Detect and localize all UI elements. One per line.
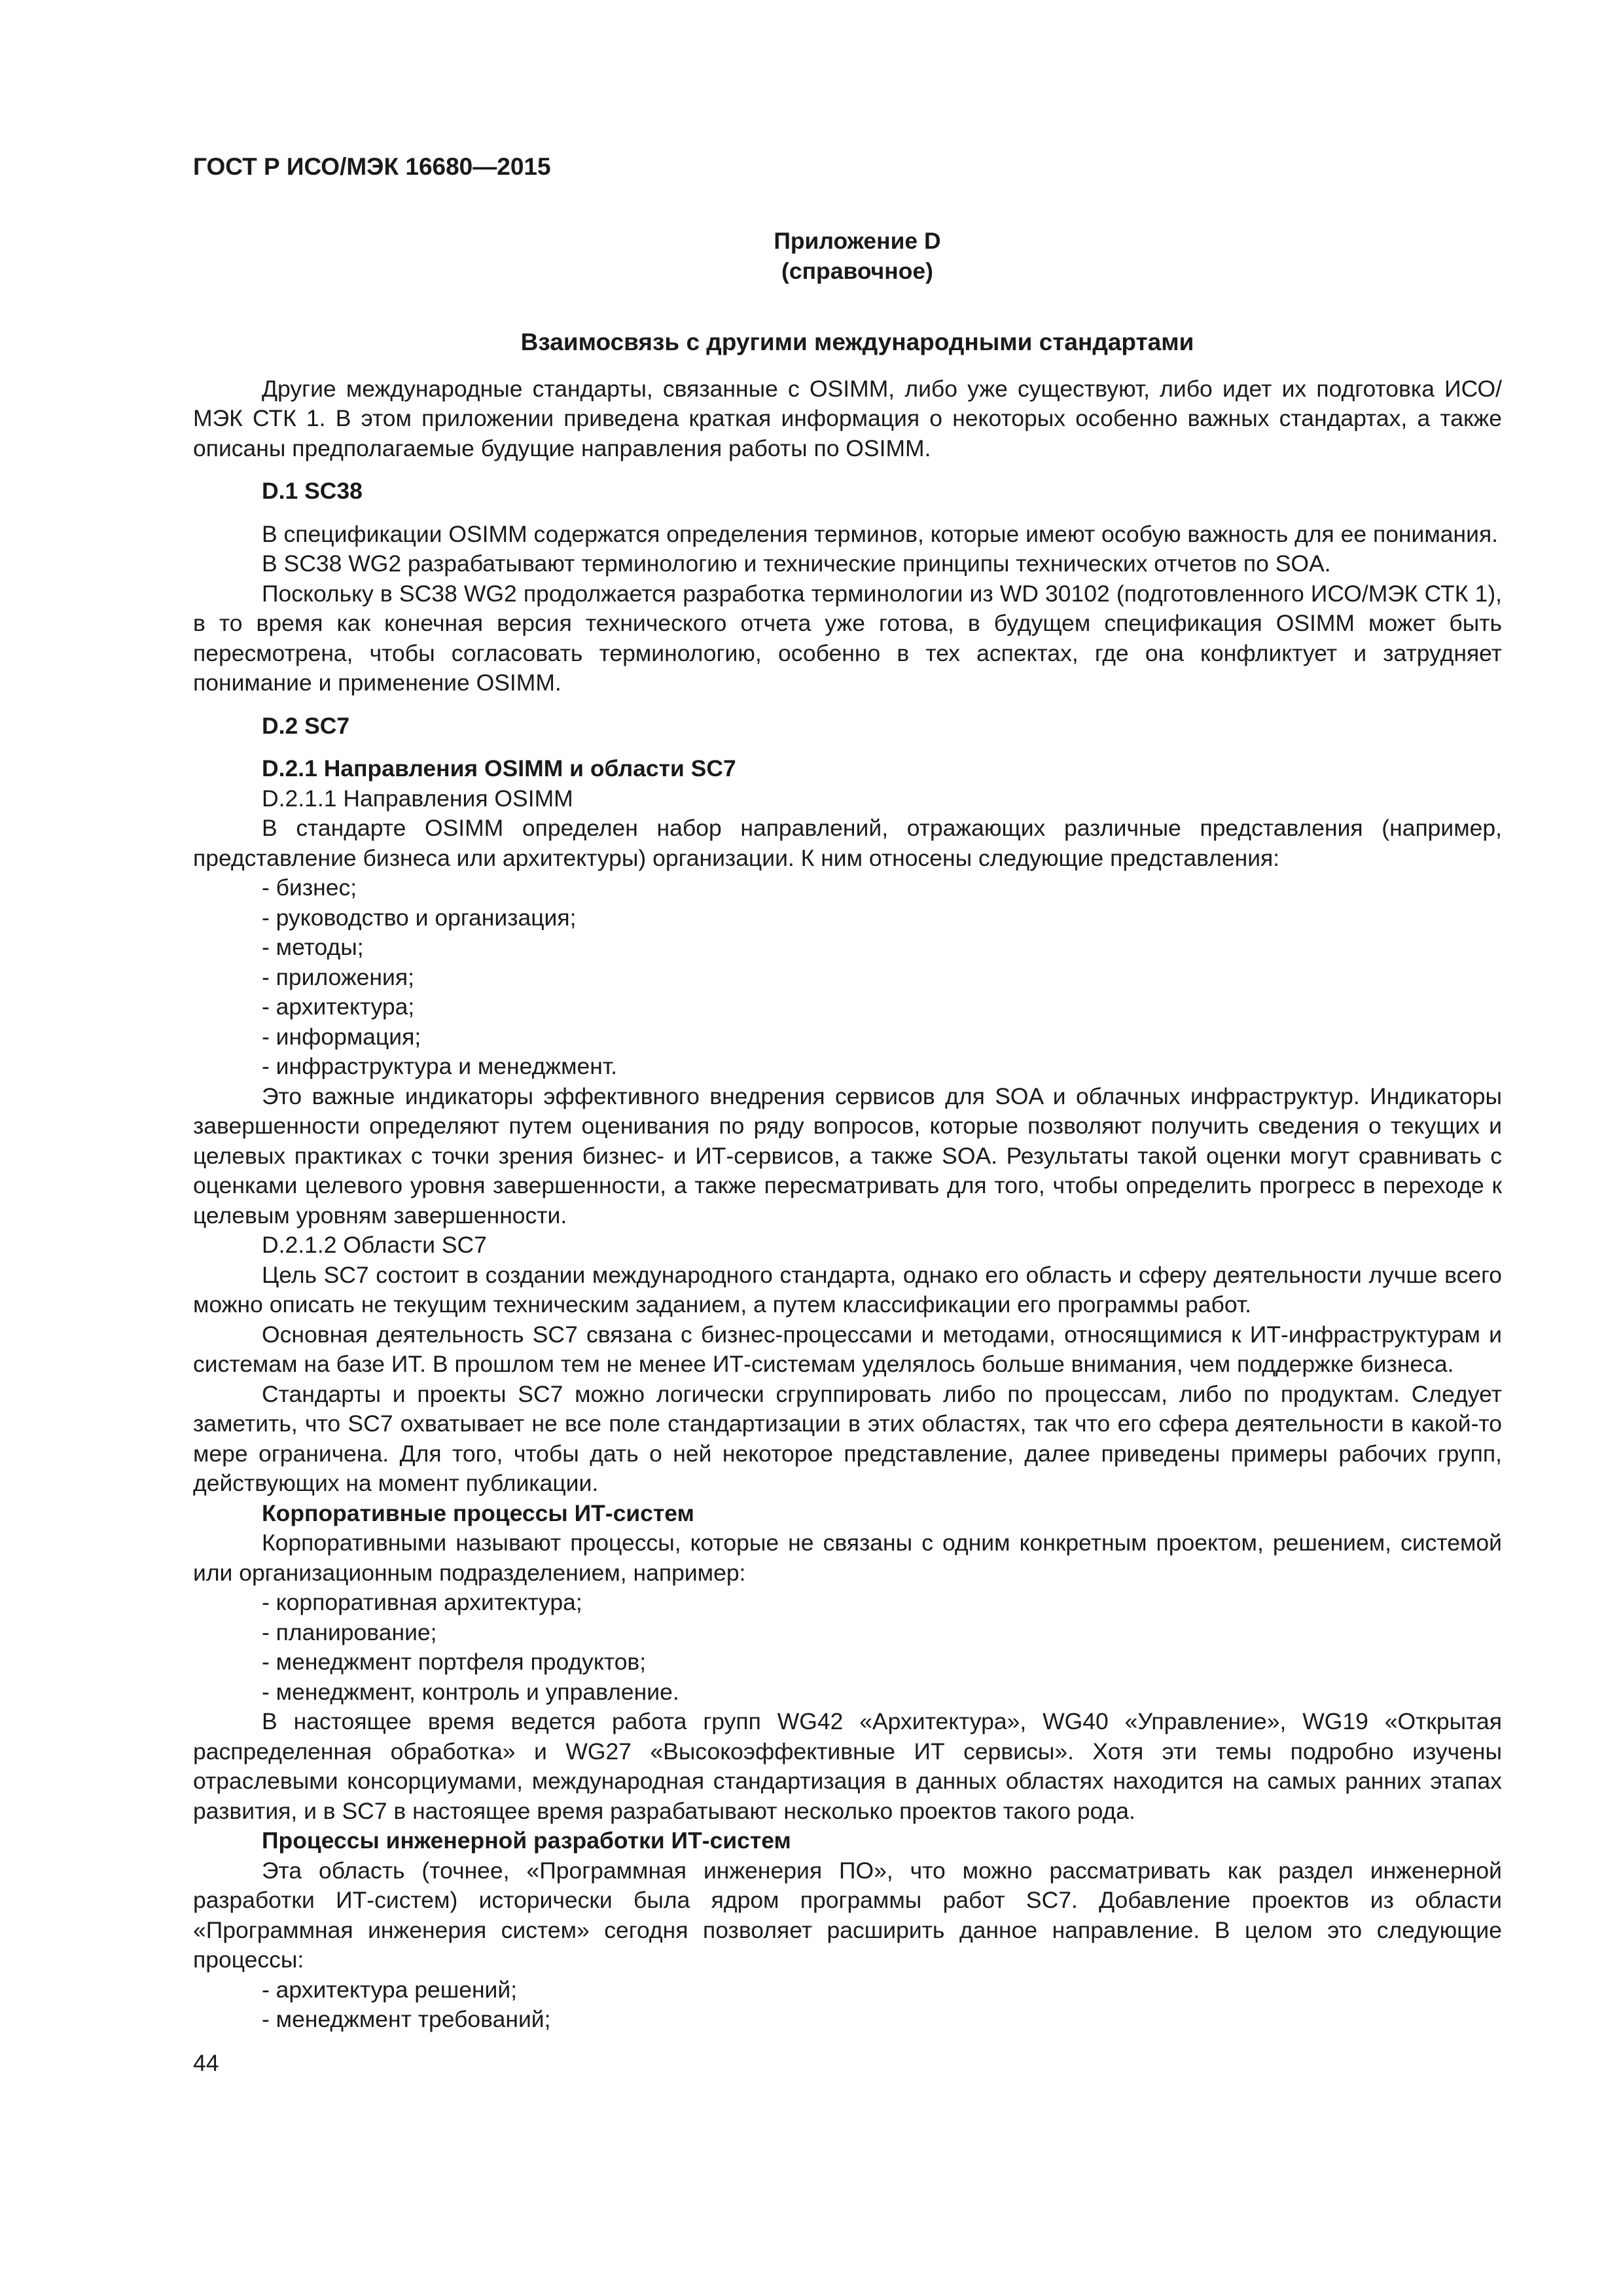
d1-paragraph: Поскольку в SC38 WG2 продолжается разработка терминологии из WD 30102 (подготовленного ИСО/МЭК СТК 1), в то время как конечная версия технического отчета уже готова, в будущем спецификация OSIMM может быть пересмотрена, чтобы согласовать терминологию, особенно в тех аспектах, где она конфликтует и затрудняет понимание и применение OSIMM. <box>193 580 1502 696</box>
intro-paragraph: Другие международные стандарты, связанные с OSIMM, либо уже существуют, либо идет их подготовка ИСО/МЭК СТК 1. В этом приложении приведена краткая информация о некоторых особенно важных стандартах, а также описаны предполагаемые будущие направления работы по OSIMM. <box>193 375 1502 461</box>
corporate-paragraph: Корпоративными называют процессы, которые не связаны с одним конкретным проектом, решением, системой или организационным подразделением, например: <box>193 1530 1502 1586</box>
page-content <box>193 226 1502 2035</box>
section-d1-heading: D.1 SC38 <box>262 478 363 504</box>
list-item: - корпоративная архитектура; <box>262 1589 582 1615</box>
section-d2-heading: D.2 SC7 <box>262 712 350 739</box>
list-item: - бизнес; <box>262 874 357 901</box>
list-item: - инфраструктура и менеджмент. <box>262 1053 618 1079</box>
sc7-paragraph: Цель SC7 состоит в создании международного стандарта, однако его область и сферу деятельности лучше всего можно описать не текущим техническим заданием, а путем классификации его программы работ. <box>193 1261 1502 1318</box>
list-item: - архитектура; <box>262 994 415 1020</box>
list-item: - планирование; <box>262 1619 437 1645</box>
d1-paragraph: В SC38 WG2 разрабатывают терминологию и технические принципы технических отчетов по SOA. <box>262 550 1331 577</box>
sc7-paragraph: Стандарты и проекты SC7 можно логически сгруппировать либо по процессам, либо по продуктам. Следует заметить, что SC7 охватывает не все поле стандартизации в этих областях, так что его сфера деятельности в какой-то мере ограничена. Для того, чтобы дать о ней некоторое представление, далее приведены примеры рабочих групп, действующих на момент публикации. <box>193 1380 1502 1496</box>
sc7-paragraph: Основная деятельность SC7 связана с бизнес-процессами и методами, относящимися к ИТ-инфраструктурам и системам на базе ИТ. В прошлом тем не менее ИТ-системам уделялось больше внимания, чем поддержке бизнеса. <box>193 1321 1502 1377</box>
list-item: - менеджмент портфеля продуктов; <box>262 1649 647 1675</box>
list-item: - информация; <box>262 1023 421 1050</box>
subsection-d211-heading: D.2.1.1 Направления OSIMM <box>262 785 573 812</box>
list-item: - методы; <box>262 934 364 960</box>
corporate-after-paragraph: В настоящее время ведется работа групп WG42 «Архитектура», WG40 «Управление», WG19 «Открытая распределенная обработка» и WG27 «Высокоэффективные ИТ сервисы». Хотя эти темы подробно изучены отраслевыми консорциумами, международная стандартизация в данных областях находится на самых ранних этапах развития, и в SC7 в настоящее время разрабатывают несколько проектов такого рода. <box>193 1708 1503 1824</box>
engineering-paragraph: Эта область (точнее, «Программная инженерия ПО», что можно рассматривать как раздел инженерной разработки ИТ-систем) исторически была ядром программы работ SC7. Добавление проектов из области «Программная инженерия систем» сегодня позволяет расширить данное направление. В целом это следующие процессы: <box>193 1857 1502 1973</box>
list-item: - приложения; <box>262 963 414 990</box>
engineering-processes-heading: Процессы инженерной разработки ИТ-систем <box>262 1827 791 1854</box>
subsection-d21-heading: D.2.1 Направления OSIMM и области SC7 <box>262 755 736 781</box>
indicators-paragraph: Это важные индикаторы эффективного внедрения сервисов для SOA и облачных инфраструктур. Индикаторы завершенности определяют путем оценивания по ряду вопросов, которые позволяют получить сведения о текущих и целевых практиках с точки зрения бизнес- и ИТ-сервисов, а также SOA. Результаты такой оценки могут сравнивать с оценками целевого уровня завершенности, а также пересматривать для того, чтобы определить прогресс в переходе к целевым уровням завершенности. <box>193 1083 1502 1229</box>
engineering-list <box>193 1975 1502 2035</box>
annex-title: Приложение D <box>774 228 941 254</box>
corporate-processes-heading: Корпоративные процессы ИТ-систем <box>262 1499 694 1526</box>
views-list <box>193 873 1502 1082</box>
page-number: 44 <box>193 2050 219 2076</box>
standard-code-header: ГОСТ Р ИСО/МЭК 16680—2015 <box>193 153 551 180</box>
corporate-list <box>193 1588 1502 1707</box>
annex-status: (справочное) <box>781 257 933 284</box>
subsection-d212-heading: D.2.1.2 Области SC7 <box>262 1232 487 1258</box>
d1-paragraph: В спецификации OSIMM содержатся определения терминов, которые имеют особую важность для ее понимания. <box>262 520 1499 547</box>
d211-paragraph: В стандарте OSIMM определен набор направлений, отражающих различные представления (например, представление бизнеса или архитектуры) организации. К ним относены следующие представления: <box>193 815 1502 871</box>
list-item: - менеджмент, контроль и управление. <box>262 1678 679 1705</box>
list-item: - архитектура решений; <box>262 1976 518 2003</box>
list-item: - руководство и организация; <box>262 904 577 931</box>
list-item: - менеджмент требований; <box>262 2006 551 2032</box>
annex-heading: Взаимосвязь с другими международными стандартами <box>520 329 1194 355</box>
